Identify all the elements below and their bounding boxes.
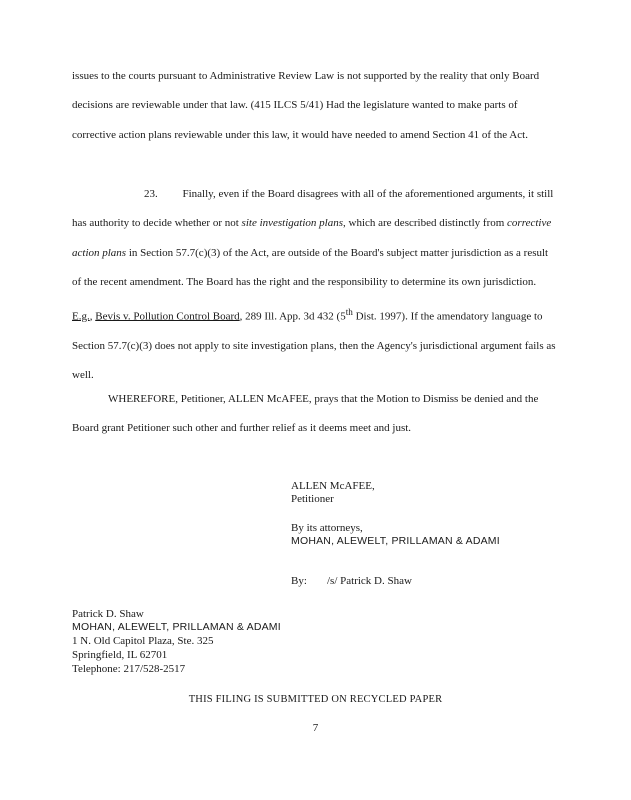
attorney-telephone: Telephone: 217/528-2517 (72, 663, 186, 675)
signature-role: Petitioner (291, 493, 334, 505)
text-segment: , (89, 310, 96, 323)
wherefore-paragraph: WHEREFORE, Petitioner, ALLEN McAFEE, prays that the Motion to Dismiss be denied and the Board grant Petitioner such other and further relief as it deems meet and just. (72, 393, 539, 435)
attorney-address: 1 N. Old Capitol Plaza, Ste. 325 (72, 635, 214, 647)
cite-signal: E.g. (72, 310, 90, 323)
page-number: 7 (312, 722, 319, 734)
text-segment: Dist. 1997). If the amendatory language to Section 57.7(c)(3) does not apply to site investigation plans, then the Agency's jurisdictional argument fails as well. (72, 310, 556, 382)
paragraph-continuation: issues to the courts pursuant to Administrative Review Law is not supported by the reality that only Board decisions are reviewable under that law. (415 ILCS 5/41) Had the legislature wanted to make parts of corrective action plans reviewable under this law, it would have needed to amend Section 41 of the Act. (72, 70, 540, 141)
text-segment: , which are described distinctly from (343, 217, 508, 230)
text-segment: Finally, even if the Board disagrees with all of the aforementioned arguments, it still has authority to decide whether or not (72, 188, 554, 230)
electronic-signature: /s/ Patrick D. Shaw (327, 575, 412, 587)
paragraph-number: 23. (144, 188, 158, 200)
italic-site-investigation-plans: site investigation plans (241, 217, 343, 230)
text-segment: , 289 Ill. App. 3d 432 (5 (239, 310, 346, 323)
signature-firm: MOHAN, ALEWELT, PRILLAMAN & ADAMI (291, 535, 500, 547)
attorneys-intro: By its attorneys, (291, 522, 363, 534)
italic-corrective-action-plans: corrective action plans (72, 217, 552, 259)
attorney-city: Springfield, IL 62701 (72, 649, 168, 661)
text-segment: in Section 57.7(c)(3) of the Act, are outside of the Board's subject matter jurisdiction as a result of the recent amendment. The Board has the right and the responsibility to determine its own jurisdiction. (72, 246, 549, 289)
signature-name: ALLEN McAFEE, (291, 480, 375, 492)
paragraph-23 (72, 180, 557, 391)
case-name: Bevis v. Pollution Control Board (95, 310, 240, 323)
recycled-paper-notice: THIS FILING IS SUBMITTED ON RECYCLED PAPER (188, 694, 443, 705)
attorney-name: Patrick D. Shaw (72, 608, 144, 620)
superscript-th: th (345, 306, 353, 317)
by-label: By: (291, 575, 307, 587)
attorney-firm: MOHAN, ALEWELT, PRILLAMAN & ADAMI (72, 621, 281, 633)
